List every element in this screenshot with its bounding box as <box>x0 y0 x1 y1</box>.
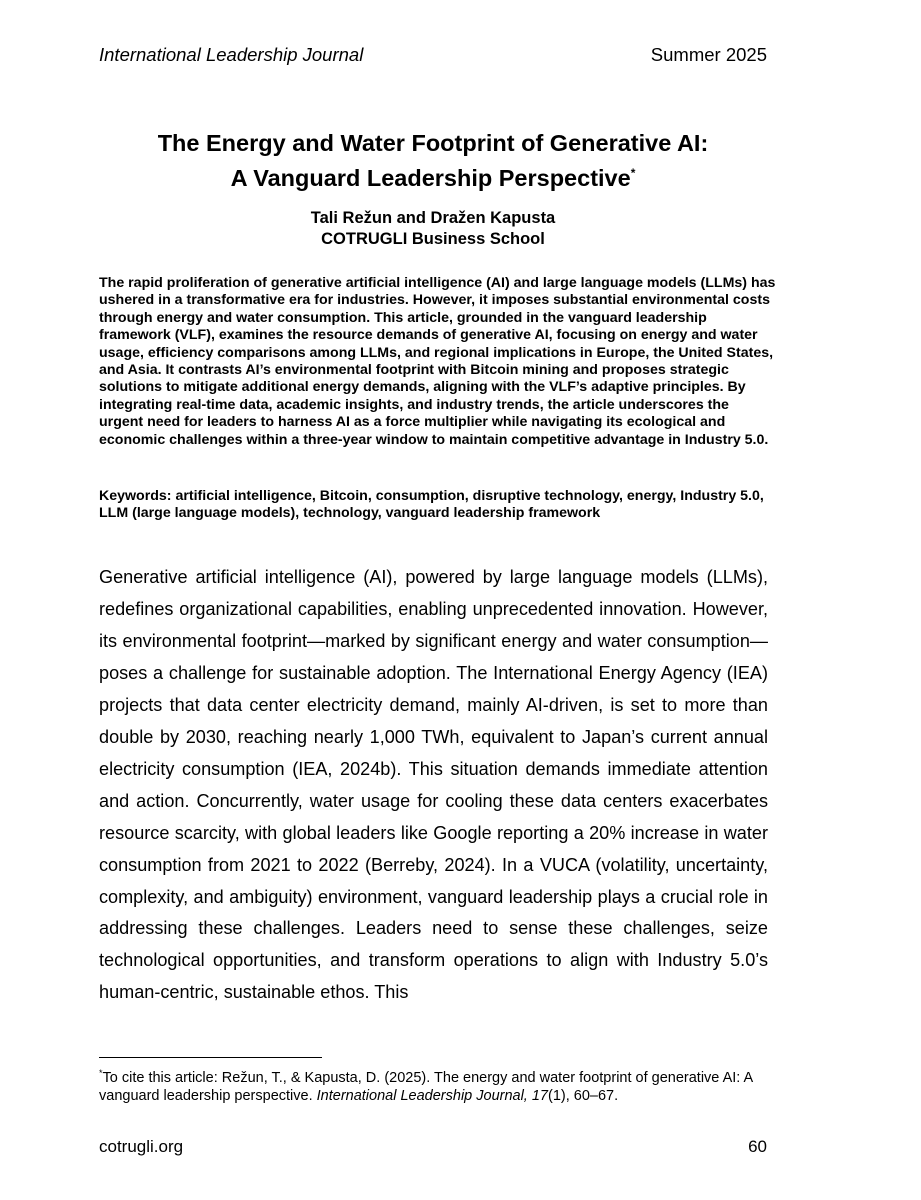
author-block <box>99 208 767 250</box>
affiliation: COTRUGLI Business School <box>321 230 545 248</box>
keywords: Keywords: artificial intelligence, Bitcoin, consumption, disruptive technology, energy, Industry 5.0, LLM (large language models), technology, vanguard leadership framework <box>99 488 764 522</box>
issue-date: Summer 2025 <box>650 44 767 65</box>
title-footnote-marker: * <box>630 166 636 180</box>
abstract: The rapid proliferation of generative artificial intelligence (AI) and large language models (LLMs) has ushered in a transformative era for industries. However, it imposes substantial environmental costs through energy and water consumption. This article, grounded in the vanguard leadership framework (VLF), examines the resource demands of generative AI, focusing on energy and water usage, efficiency comparisons among LLMs, and regional implications in Europe, the United States, and Asia. It contrasts AI’s environmental footprint with Bitcoin mining and proposes strategic solutions to mitigate additional energy demands, aligning with the VLF’s adaptive principles. By integrating real-time data, academic insights, and industry trends, the article underscores the urgent need for leaders to harness AI as a force multiplier while navigating its ecological and economic challenges within a three-year window to maintain competitive advantage in Industry 5.0. <box>99 275 776 448</box>
footnote-issue-pages: (1), 60–67. <box>548 1088 619 1105</box>
footnote-marker: * <box>99 1068 103 1078</box>
title-line-2 <box>99 158 767 193</box>
footnote-divider <box>99 1057 322 1058</box>
authors: Tali Režun and Dražen Kapusta <box>310 209 556 227</box>
footnote-journal: International Leadership Journal, 17 <box>316 1088 548 1105</box>
running-footer <box>99 1134 767 1160</box>
running-header <box>99 40 767 70</box>
page-number: 60 <box>748 1137 767 1156</box>
footnote <box>99 1064 791 1106</box>
website: cotrugli.org <box>99 1137 184 1156</box>
title-line-2-text: A Vanguard Leadership Perspective <box>230 164 631 191</box>
body-paragraph: Generative artificial intelligence (AI), powered by large language models (LLMs), redefines organizational capabilities, enabling unprecedented innovation. However, its environmental footprint—marked by significant energy and water consumption—poses a challenge for sustainable adoption. The International Energy Agency (IEA) projects that data center electricity demand, mainly AI-driven, is set to more than double by 2030, reaching nearly 1,000 TWh, equivalent to Japan’s current annual electricity consumption (IEA, 2024b). This situation demands immediate attention and action. Concurrently, water usage for cooling these data centers exacerbates resource scarcity, with global leaders like Google reporting a 20% increase in water consumption from 2021 to 2022 (Berreby, 2024). In a VUCA (volatility, uncertainty, complexity, and ambiguity) environment, vanguard leadership plays a crucial role in addressing these challenges. Leaders need to sense these challenges, seize technological opportunities, and transform operations to align with Industry 5.0’s human-centric, sustainable ethos. This <box>99 567 768 1003</box>
journal-name: International Leadership Journal <box>99 44 364 65</box>
title-line-1: The Energy and Water Footprint of Generative AI: <box>157 130 709 156</box>
article-title <box>99 128 767 193</box>
footnote-citation: To cite this article: Režun, T., & Kapusta, D. (2025). The energy and water footprint of generative AI: A vanguard leadership perspective. <box>99 1069 753 1105</box>
